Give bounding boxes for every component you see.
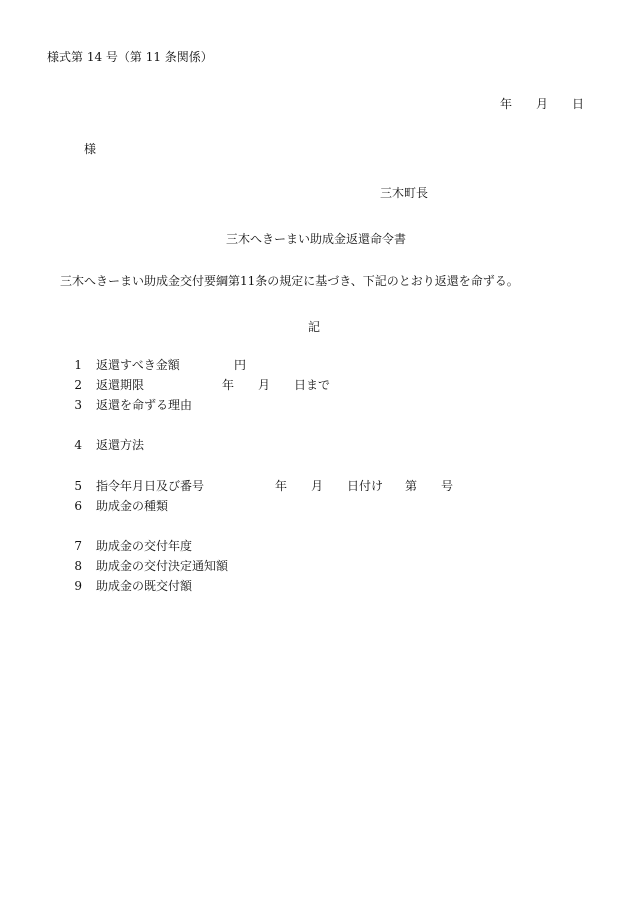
date-year: 年 bbox=[500, 97, 513, 111]
item-number: 2 bbox=[74, 378, 82, 392]
item-number: 5 bbox=[74, 479, 82, 493]
item-dai: 第 bbox=[405, 479, 418, 493]
body-text: 三木へきーまい助成金交付要綱第11条の規定に基づき、下記のとおり返還を命ずる。 bbox=[60, 274, 519, 288]
item-label: 助成金の既交付額 bbox=[96, 579, 193, 593]
item-month: 月 bbox=[311, 479, 324, 493]
item-number: 1 bbox=[74, 358, 82, 372]
item-day: 日付け bbox=[347, 479, 384, 493]
item-label: 助成金の種類 bbox=[96, 499, 169, 513]
document-title: 三木へきーまい助成金返還命令書 bbox=[226, 232, 407, 246]
item-number: 9 bbox=[74, 579, 82, 593]
item-year: 年 bbox=[222, 378, 235, 392]
issuer: 三木町長 bbox=[380, 186, 429, 200]
item-label: 指令年月日及び番号 bbox=[96, 479, 205, 493]
notation-ki: 記 bbox=[308, 320, 321, 334]
item-yen: 円 bbox=[234, 358, 247, 372]
item-number: 3 bbox=[74, 398, 82, 412]
item-label: 返還期限 bbox=[96, 378, 145, 392]
item-label: 助成金の交付年度 bbox=[96, 539, 193, 553]
item-number: 8 bbox=[74, 559, 82, 573]
form-number: 様式第 14 号（第 11 条関係） bbox=[47, 50, 213, 64]
item-number: 7 bbox=[74, 539, 82, 553]
item-label: 助成金の交付決定通知額 bbox=[96, 559, 229, 573]
item-label: 返還を命ずる理由 bbox=[96, 398, 193, 412]
item-number: 6 bbox=[74, 499, 82, 513]
item-label: 返還方法 bbox=[96, 438, 145, 452]
recipient-suffix: 様 bbox=[84, 142, 97, 156]
item-go: 号 bbox=[441, 479, 454, 493]
item-label: 返還すべき金額 bbox=[96, 358, 180, 372]
item-number: 4 bbox=[74, 438, 82, 452]
date-day: 日 bbox=[572, 97, 585, 111]
item-day: 日まで bbox=[294, 378, 331, 392]
item-year: 年 bbox=[275, 479, 288, 493]
date-month: 月 bbox=[536, 97, 549, 111]
item-month: 月 bbox=[258, 378, 271, 392]
